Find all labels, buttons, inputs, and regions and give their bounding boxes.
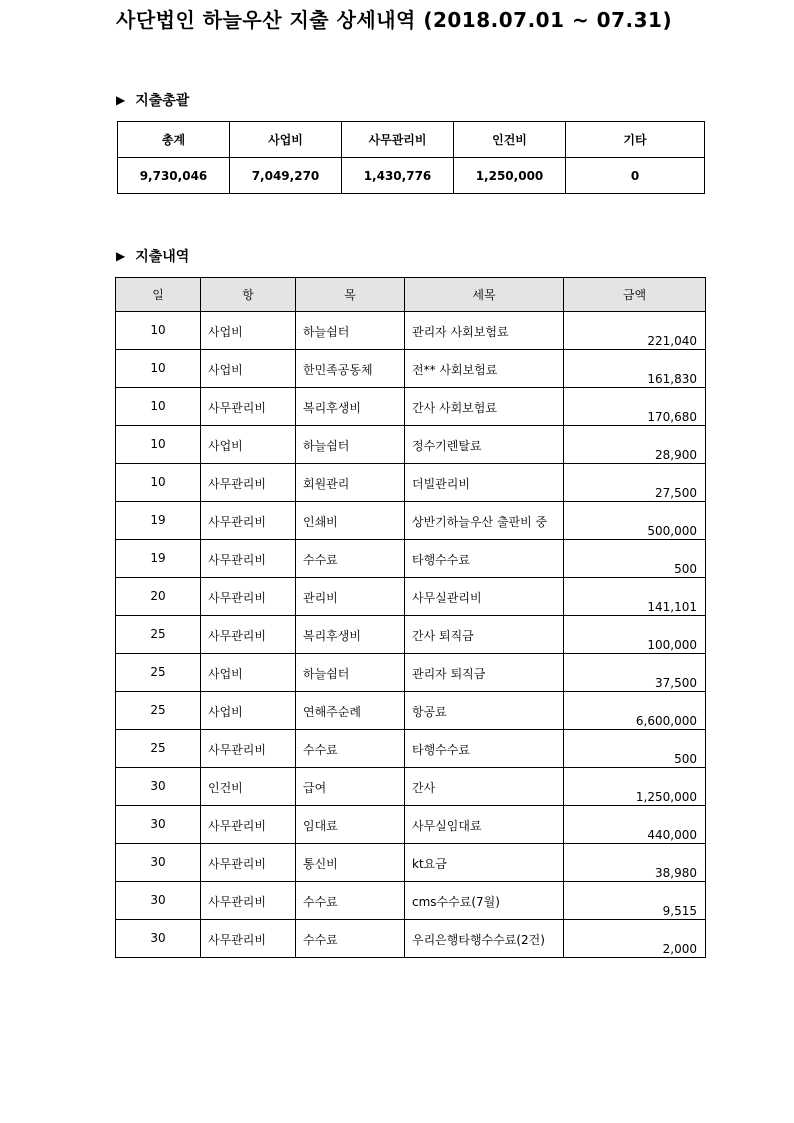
row-amount: 440,000 [564, 806, 706, 844]
row-hang: 사무관리비 [201, 844, 296, 882]
row-amount: 9,515 [564, 882, 706, 920]
row-semok: 사무실관리비 [405, 578, 564, 616]
row-amount: 100,000 [564, 616, 706, 654]
row-day: 25 [116, 692, 201, 730]
row-mok: 한민족공동체 [296, 350, 405, 388]
row-semok: 타행수수료 [405, 540, 564, 578]
table-row [116, 920, 706, 958]
row-day: 30 [116, 844, 201, 882]
row-amount: 170,680 [564, 388, 706, 426]
table-row [116, 654, 706, 692]
row-semok: 관리자 퇴직금 [405, 654, 564, 692]
row-amount: 6,600,000 [564, 692, 706, 730]
row-day: 30 [116, 882, 201, 920]
summary-header-row [118, 122, 705, 158]
row-hang: 사업비 [201, 692, 296, 730]
row-day: 30 [116, 806, 201, 844]
row-amount: 38,980 [564, 844, 706, 882]
row-day: 10 [116, 312, 201, 350]
row-hang: 사업비 [201, 350, 296, 388]
row-day: 19 [116, 502, 201, 540]
row-day: 30 [116, 920, 201, 958]
row-mok: 급여 [296, 768, 405, 806]
summary-value-total: 9,730,046 [118, 158, 230, 194]
row-mok: 수수료 [296, 920, 405, 958]
table-row [116, 616, 706, 654]
detail-table-body [116, 312, 706, 958]
row-day: 30 [116, 768, 201, 806]
detail-header-mok: 목 [296, 278, 405, 312]
table-row [116, 426, 706, 464]
row-semok: 항공료 [405, 692, 564, 730]
summary-value-row [118, 158, 705, 194]
row-day: 19 [116, 540, 201, 578]
table-row [116, 768, 706, 806]
row-mok: 연해주순례 [296, 692, 405, 730]
summary-header-office: 사무관리비 [342, 122, 454, 158]
summary-heading [116, 90, 189, 110]
row-day: 20 [116, 578, 201, 616]
summary-heading-label: 지출총괄 [135, 93, 190, 109]
detail-header-day: 일 [116, 278, 201, 312]
row-amount: 28,900 [564, 426, 706, 464]
row-mok: 인쇄비 [296, 502, 405, 540]
row-semok: cms수수료(7월) [405, 882, 564, 920]
row-amount: 500 [564, 540, 706, 578]
row-amount: 161,830 [564, 350, 706, 388]
row-day: 10 [116, 426, 201, 464]
row-semok: 더빌관리비 [405, 464, 564, 502]
detail-header-amount: 금액 [564, 278, 706, 312]
summary-header-total: 총계 [118, 122, 230, 158]
row-mok: 임대료 [296, 806, 405, 844]
row-day: 25 [116, 730, 201, 768]
summary-value-personnel: 1,250,000 [454, 158, 566, 194]
table-row [116, 388, 706, 426]
row-hang: 사업비 [201, 312, 296, 350]
row-semok: 사무실임대료 [405, 806, 564, 844]
row-semok: 상반기하늘우산 출판비 중 [405, 502, 564, 540]
table-row [116, 464, 706, 502]
row-mok: 수수료 [296, 882, 405, 920]
table-row [116, 540, 706, 578]
table-row [116, 692, 706, 730]
table-row [116, 578, 706, 616]
row-mok: 통신비 [296, 844, 405, 882]
summary-value-other: 0 [566, 158, 705, 194]
row-hang: 사업비 [201, 654, 296, 692]
row-amount: 500 [564, 730, 706, 768]
row-amount: 1,250,000 [564, 768, 706, 806]
row-semok: 간사 [405, 768, 564, 806]
row-mok: 복리후생비 [296, 388, 405, 426]
summary-header-other: 기타 [566, 122, 705, 158]
row-semok: 간사 퇴직금 [405, 616, 564, 654]
table-row [116, 312, 706, 350]
row-mok: 하늘쉼터 [296, 654, 405, 692]
summary-header-business: 사업비 [230, 122, 342, 158]
row-amount: 500,000 [564, 502, 706, 540]
table-row [116, 882, 706, 920]
row-day: 25 [116, 654, 201, 692]
row-amount: 27,500 [564, 464, 706, 502]
row-day: 25 [116, 616, 201, 654]
row-hang: 사무관리비 [201, 502, 296, 540]
row-mok: 수수료 [296, 730, 405, 768]
detail-table [115, 277, 706, 958]
row-hang: 사무관리비 [201, 730, 296, 768]
row-day: 10 [116, 350, 201, 388]
summary-value-office: 1,430,776 [342, 158, 454, 194]
row-amount: 141,101 [564, 578, 706, 616]
row-hang: 인건비 [201, 768, 296, 806]
row-mok: 하늘쉼터 [296, 312, 405, 350]
row-semok: 전** 사회보험료 [405, 350, 564, 388]
row-hang: 사무관리비 [201, 806, 296, 844]
row-mok: 하늘쉼터 [296, 426, 405, 464]
row-amount: 37,500 [564, 654, 706, 692]
table-row [116, 806, 706, 844]
row-semok: 정수기렌탈료 [405, 426, 564, 464]
row-mok: 회원관리 [296, 464, 405, 502]
detail-heading-label: 지출내역 [135, 249, 190, 265]
row-hang: 사무관리비 [201, 388, 296, 426]
summary-table [117, 121, 705, 194]
triangle-bullet-icon: ▶ [116, 93, 126, 107]
summary-value-business: 7,049,270 [230, 158, 342, 194]
detail-header-row [116, 278, 706, 312]
row-amount: 221,040 [564, 312, 706, 350]
row-mok: 관리비 [296, 578, 405, 616]
triangle-bullet-icon: ▶ [116, 249, 126, 263]
detail-header-hang: 항 [201, 278, 296, 312]
row-semok: 우리은행타행수수료(2건) [405, 920, 564, 958]
row-mok: 복리후생비 [296, 616, 405, 654]
row-hang: 사무관리비 [201, 464, 296, 502]
row-amount: 2,000 [564, 920, 706, 958]
row-hang: 사무관리비 [201, 540, 296, 578]
table-row [116, 350, 706, 388]
row-day: 10 [116, 388, 201, 426]
row-hang: 사무관리비 [201, 920, 296, 958]
detail-header-semok: 세목 [405, 278, 564, 312]
row-hang: 사무관리비 [201, 882, 296, 920]
row-semok: kt요금 [405, 844, 564, 882]
row-hang: 사무관리비 [201, 616, 296, 654]
row-semok: 타행수수료 [405, 730, 564, 768]
row-hang: 사업비 [201, 426, 296, 464]
table-row [116, 502, 706, 540]
page-title: 사단법인 하늘우산 지출 상세내역 (2018.07.01 ~ 07.31) [116, 8, 673, 32]
table-row [116, 730, 706, 768]
row-hang: 사무관리비 [201, 578, 296, 616]
row-day: 10 [116, 464, 201, 502]
summary-header-personnel: 인건비 [454, 122, 566, 158]
row-mok: 수수료 [296, 540, 405, 578]
table-row [116, 844, 706, 882]
detail-heading [116, 246, 189, 266]
row-semok: 관리자 사회보험료 [405, 312, 564, 350]
row-semok: 간사 사회보험료 [405, 388, 564, 426]
